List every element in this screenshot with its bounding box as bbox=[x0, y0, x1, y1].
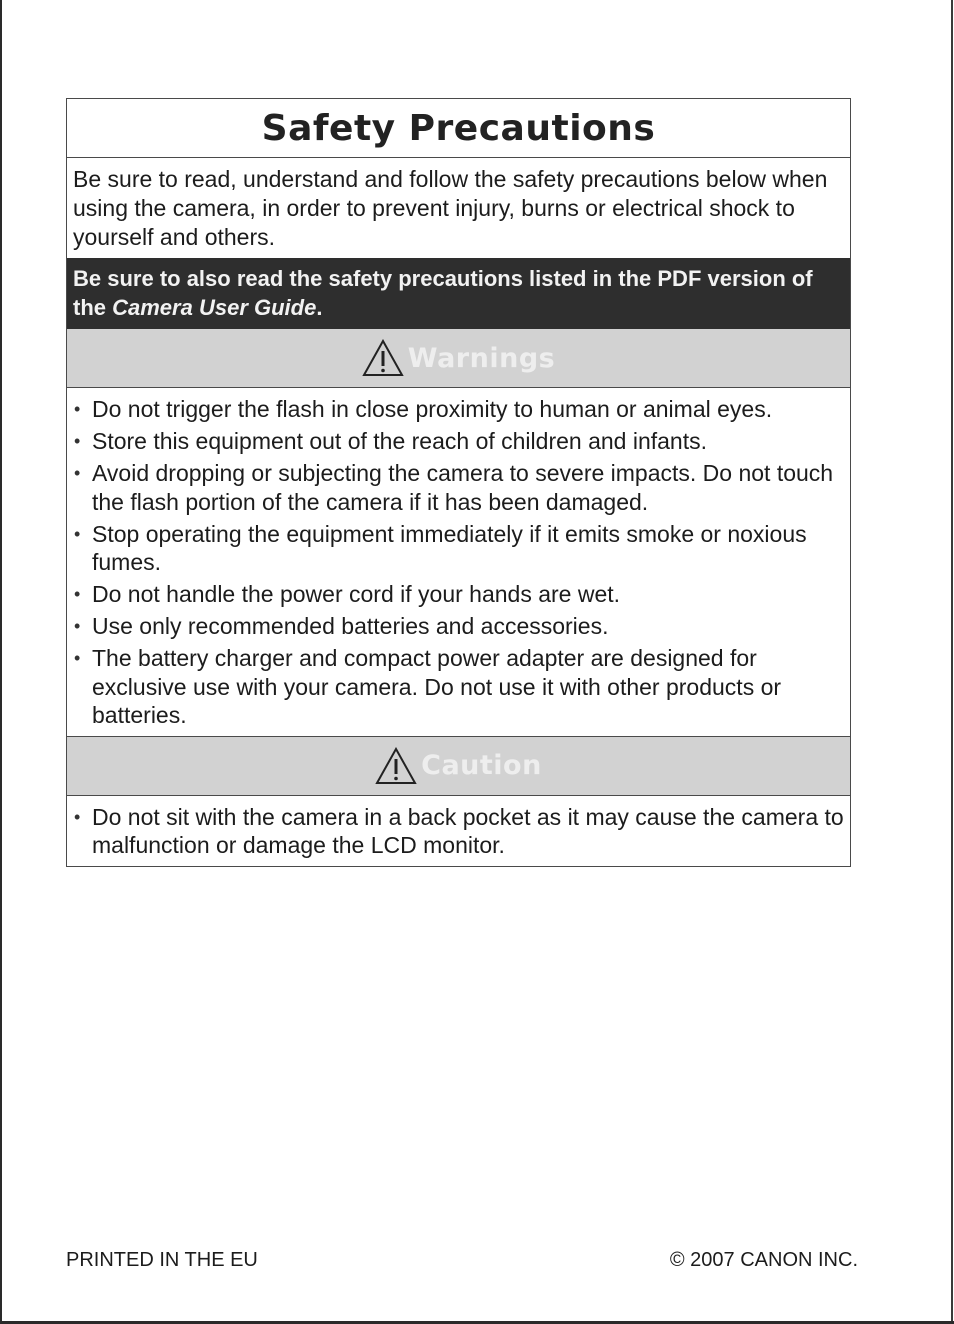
caution-list bbox=[67, 796, 850, 866]
pdf-notice bbox=[67, 258, 850, 329]
list-item bbox=[73, 644, 844, 730]
list-item bbox=[73, 580, 844, 609]
printed-in-label: PRINTED IN THE EU bbox=[66, 1249, 258, 1271]
warnings-heading: Warnings bbox=[407, 342, 556, 374]
warning-triangle-icon bbox=[375, 747, 417, 785]
warning-text: Do not handle the power cord if your hands are wet. bbox=[92, 581, 621, 607]
list-item bbox=[73, 612, 844, 641]
bullet-icon: • bbox=[74, 463, 81, 483]
bullet-icon: • bbox=[74, 616, 81, 636]
caution-heading: Caution bbox=[421, 750, 542, 781]
warning-text: Use only recommended batteries and accessories. bbox=[92, 613, 609, 639]
bullet-icon: • bbox=[74, 648, 81, 668]
warnings-list bbox=[67, 388, 850, 736]
bullet-icon: • bbox=[74, 399, 81, 419]
bullet-icon: • bbox=[74, 431, 81, 451]
list-item bbox=[73, 520, 844, 577]
page-edge-left bbox=[0, 0, 2, 1324]
intro-text: Be sure to read, understand and follow the safety precautions below when using the camera, in order to prevent injury, burns or electrical shock to yourself and others. bbox=[73, 166, 828, 250]
warning-triangle-icon bbox=[362, 339, 404, 377]
list-item bbox=[73, 459, 844, 516]
title-row bbox=[67, 99, 850, 158]
page-title: Safety Precautions bbox=[261, 107, 656, 149]
copyright-label: © 2007 CANON INC. bbox=[669, 1249, 858, 1271]
warnings-header bbox=[67, 329, 850, 388]
warning-text: Avoid dropping or subjecting the camera to severe impacts. Do not touch the flash portion of the camera if it has been damaged. bbox=[92, 460, 834, 515]
caution-header bbox=[67, 736, 850, 796]
notice-suffix: . bbox=[316, 295, 323, 320]
warning-text: The battery charger and compact power adapter are designed for exclusive use with your camera. Do not use it with other products or batteries. bbox=[92, 645, 782, 728]
caution-text: Do not sit with the camera in a back pocket as it may cause the camera to malfunction or damage the LCD monitor. bbox=[92, 803, 844, 858]
safety-panel bbox=[66, 98, 851, 867]
warning-text: Do not trigger the flash in close proximity to human or animal eyes. bbox=[92, 396, 773, 422]
list-item bbox=[73, 427, 844, 456]
notice-prefix: Be sure to also read the safety precautions listed in the PDF version of the bbox=[73, 266, 813, 320]
warning-text: Store this equipment out of the reach of children and infants. bbox=[92, 428, 707, 454]
warning-text: Stop operating the equipment immediately if it emits smoke or noxious fumes. bbox=[92, 520, 807, 575]
bullet-icon: • bbox=[74, 584, 81, 604]
bullet-icon: • bbox=[74, 806, 81, 827]
guide-name: Camera User Guide bbox=[112, 295, 317, 320]
page-edge-right bbox=[951, 0, 953, 1324]
list-item bbox=[73, 803, 844, 860]
bullet-icon: • bbox=[74, 523, 81, 544]
list-item bbox=[73, 395, 844, 424]
